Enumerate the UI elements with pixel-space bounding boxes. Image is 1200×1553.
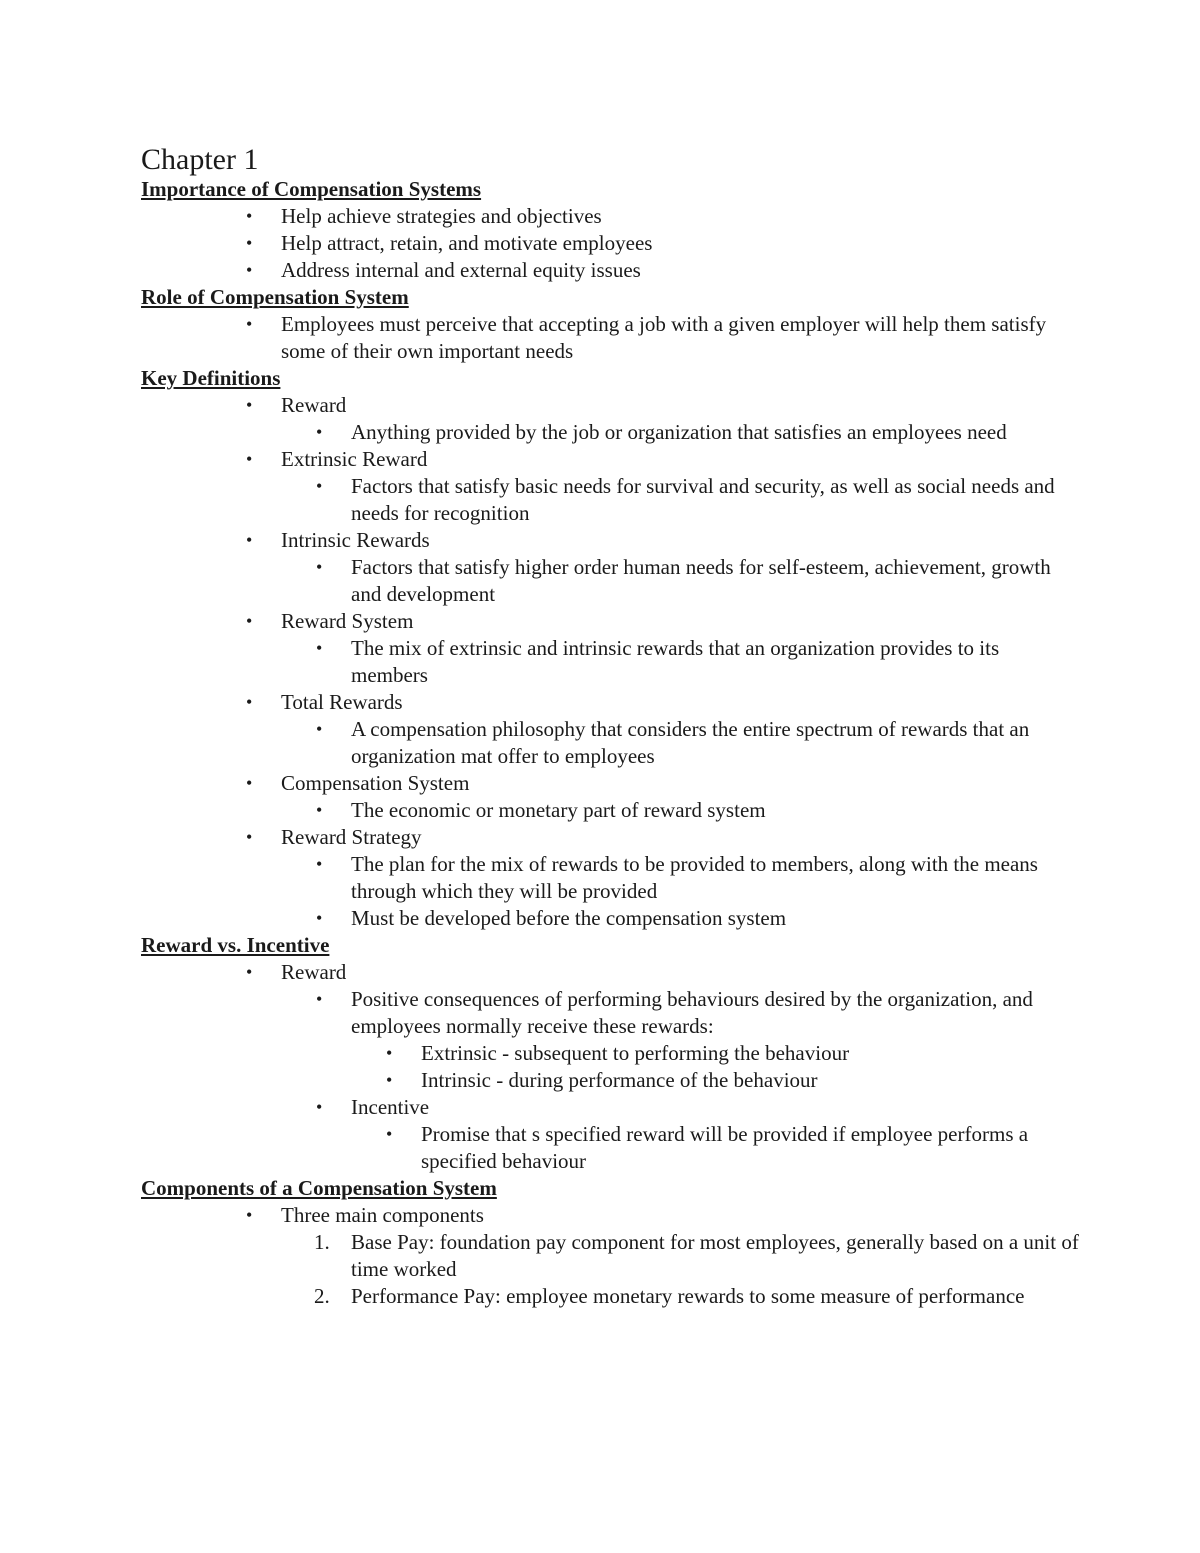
list-item	[281, 554, 1081, 608]
bullet-list-level-2	[281, 716, 1081, 770]
list-item	[141, 1202, 1081, 1310]
bullet-list-level-3	[351, 1040, 1081, 1094]
list-item-text: • Anything provided by the job or organization that satisfies an employees need	[351, 420, 1007, 444]
list-item-text: • Intrinsic - during performance of the behaviour	[421, 1068, 818, 1092]
list-item	[281, 635, 1081, 689]
list-item	[351, 1121, 1081, 1175]
list-item	[351, 1040, 1081, 1067]
bullet-list-level-1	[141, 203, 1081, 284]
list-item	[281, 419, 1081, 446]
list-item-text: • Reward System	[281, 609, 414, 633]
list-item-text: • Must be developed before the compensation system	[351, 906, 787, 930]
list-item	[281, 473, 1081, 527]
list-item-text: • Reward	[281, 393, 347, 417]
list-item	[141, 608, 1081, 689]
bullet-list-level-2	[281, 986, 1081, 1175]
list-item-text: • Extrinsic - subsequent to performing the behaviour	[421, 1041, 850, 1065]
list-item-text: • A compensation philosophy that considers the entire spectrum of rewards that an organization mat offer to employees	[351, 717, 1030, 768]
list-item-text: • The economic or monetary part of reward system	[351, 798, 766, 822]
page-title: Chapter 1	[141, 143, 259, 176]
section-heading: Components of a Compensation System	[141, 1176, 497, 1200]
numbered-item-text: Performance Pay: employee monetary rewards to some measure of performance	[351, 1284, 1025, 1308]
list-item-text: • Help achieve strategies and objectives	[281, 204, 602, 228]
list-item	[281, 851, 1081, 905]
list-item-text: • Help attract, retain, and motivate employees	[281, 231, 653, 255]
list-item	[281, 986, 1081, 1094]
item-number: 2.	[314, 1284, 330, 1308]
bullet-list-level-2	[281, 419, 1081, 446]
list-item	[281, 905, 1081, 932]
list-item-text: • Compensation System	[281, 771, 470, 795]
list-item-text: • Total Rewards	[281, 690, 403, 714]
list-item	[141, 446, 1081, 527]
item-number: 1.	[314, 1230, 330, 1254]
list-item-text: • Positive consequences of performing behaviours desired by the organization, and employees normally receive these rewards:	[351, 987, 1033, 1038]
numbered-item	[281, 1229, 1081, 1283]
sections-container	[141, 176, 1081, 1310]
list-item-text: • Incentive	[351, 1095, 430, 1119]
list-item	[141, 689, 1081, 770]
bullet-list-level-2	[281, 473, 1081, 527]
bullet-list-level-2	[281, 851, 1081, 932]
section-heading: Role of Compensation System	[141, 285, 409, 309]
bullet-list-level-2	[281, 635, 1081, 689]
list-item	[141, 203, 1081, 230]
numbered-list	[281, 1229, 1081, 1310]
list-item	[281, 797, 1081, 824]
list-item-text: • The mix of extrinsic and intrinsic rewards that an organization provides to its members	[351, 636, 1000, 687]
section-heading: Key Definitions	[141, 366, 281, 390]
list-item	[351, 1067, 1081, 1094]
list-item-text: • Extrinsic Reward	[281, 447, 428, 471]
list-item-text: • Reward	[281, 960, 347, 984]
numbered-item	[281, 1283, 1081, 1310]
list-item-text: • Employees must perceive that accepting a job with a given employer will help them satisfy some of their own important needs	[281, 312, 1047, 363]
list-item	[141, 392, 1081, 446]
bullet-list-level-2	[281, 554, 1081, 608]
bullet-list-level-3	[351, 1121, 1081, 1175]
list-item-text: • Reward Strategy	[281, 825, 422, 849]
list-item	[141, 770, 1081, 824]
list-item-text: • Intrinsic Rewards	[281, 528, 430, 552]
list-item-text: • Promise that s specified reward will be provided if employee performs a specified behaviour	[421, 1122, 1029, 1173]
section-heading: Reward vs. Incentive	[141, 933, 330, 957]
list-item	[141, 824, 1081, 932]
bullet-list-level-1	[141, 311, 1081, 365]
numbered-item-text: Base Pay: foundation pay component for most employees, generally based on a unit of time worked	[351, 1230, 1079, 1281]
bullet-list-level-1	[141, 959, 1081, 1175]
bullet-list-level-2	[281, 797, 1081, 824]
document-page	[141, 140, 1081, 1310]
list-item	[281, 1094, 1081, 1175]
list-item	[141, 311, 1081, 365]
section-heading: Importance of Compensation Systems	[141, 177, 482, 201]
bullet-list-level-1	[141, 392, 1081, 932]
list-item-text: • The plan for the mix of rewards to be provided to members, along with the means through which they will be provided	[351, 852, 1038, 903]
list-item	[141, 959, 1081, 1175]
list-item-text: • Factors that satisfy basic needs for survival and security, as well as social needs and needs for recognition	[351, 474, 1055, 525]
list-item-text: • Address internal and external equity issues	[281, 258, 641, 282]
list-item	[281, 716, 1081, 770]
list-item	[141, 230, 1081, 257]
bullet-list-level-1	[141, 1202, 1081, 1310]
list-item	[141, 527, 1081, 608]
list-item	[141, 257, 1081, 284]
list-item-text: • Three main components	[281, 1203, 484, 1227]
list-item-text: • Factors that satisfy higher order human needs for self-esteem, achievement, growth and development	[351, 555, 1051, 606]
